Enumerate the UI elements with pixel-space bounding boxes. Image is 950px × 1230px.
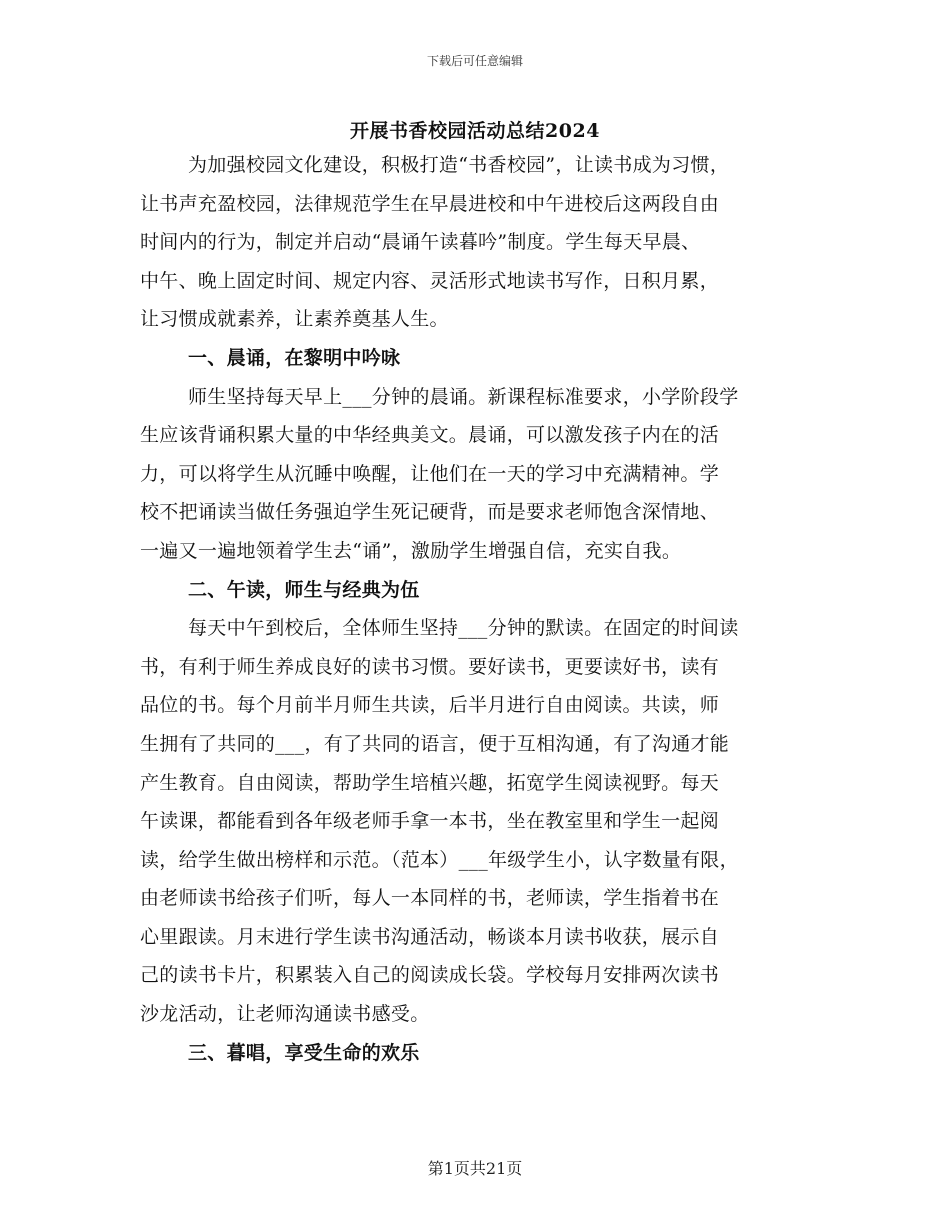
paragraph-line: 己的读书卡片，积累装入自己的阅读成长袋。学校每月安排两次读书 [140, 964, 720, 987]
document-body [140, 146, 812, 1072]
paragraph-line: 心里跟读。月末进行学生读书沟通活动，畅谈本月读书收获，展示自 [140, 925, 720, 948]
paragraph-line: 读，给学生做出榜样和示范。（范本）___年级学生小，认字数量有限， [140, 848, 739, 871]
paragraph-line: 为加强校园文化建设，积极打造“书香校园”，让读书成为习惯， [188, 154, 730, 176]
page-header-note: 下载后可任意编辑 [426, 54, 523, 68]
document-title: 开展书香校园活动总结2024 [350, 120, 600, 142]
paragraph-line: 书，有利于师生养成良好的读书习惯。要好读书，更要读好书，读有 [140, 655, 720, 678]
paragraph-line: 力，可以将学生从沉睡中唤醒，让他们在一天的学习中充满精神。学 [140, 462, 720, 485]
paragraph-line: 时间内的行为，制定并启动“晨诵午读暮吟”制度。学生每天早晨、 [140, 231, 701, 254]
paragraph-line: 每天中午到校后，全体师生坚持___分钟的默读。在固定的时间读 [188, 617, 739, 640]
section-heading-3: 三、暮唱，享受生命的欢乐 [188, 1041, 420, 1064]
page-number-footer: 第1页共21页 [427, 1159, 523, 1178]
paragraph-line: 一遍又一遍地领着学生去“诵”，激励学生增强自信，充实自我。 [140, 539, 682, 562]
section-heading-1: 一、晨诵，在黎明中吟咏 [188, 346, 401, 369]
paragraph-line: 让习惯成就素养，让素养奠基人生。 [140, 308, 449, 331]
section-heading-2: 二、午读，师生与经典为伍 [188, 578, 420, 601]
paragraph-line: 生应该背诵积累大量的中华经典美文。晨诵，可以激发孩子内在的活 [140, 424, 720, 447]
paragraph-line: 午读课，都能看到各年级老师手拿一本书，坐在教室里和学生一起阅 [140, 810, 720, 833]
paragraph-line: 产生教育。自由阅读，帮助学生培植兴趣，拓宽学生阅读视野。每天 [140, 771, 720, 794]
paragraph-line: 师生坚持每天早上___分钟的晨诵。新课程标准要求，小学阶段学 [188, 385, 739, 408]
paragraph-line: 让书声充盈校园，法律规范学生在早晨进校和中午进校后这两段自由 [140, 192, 720, 215]
paragraph-line: 校不把诵读当做任务强迫学生死记硬背，而是要求老师饱含深情地、 [140, 501, 720, 524]
paragraph-line: 生拥有了共同的___，有了共同的语言，便于互相沟通，有了沟通才能 [140, 732, 730, 755]
paragraph-line: 中午、晚上固定时间、规定内容、灵活形式地读书写作，日积月累， [140, 269, 720, 292]
paragraph-line: 品位的书。每个月前半月师生共读，后半月进行自由阅读。共读，师 [140, 694, 720, 717]
paragraph-line: 由老师读书给孩子们听，每人一本同样的书，老师读，学生指着书在 [140, 887, 720, 910]
paragraph-line: 沙龙活动，让老师沟通读书感受。 [140, 1003, 430, 1026]
